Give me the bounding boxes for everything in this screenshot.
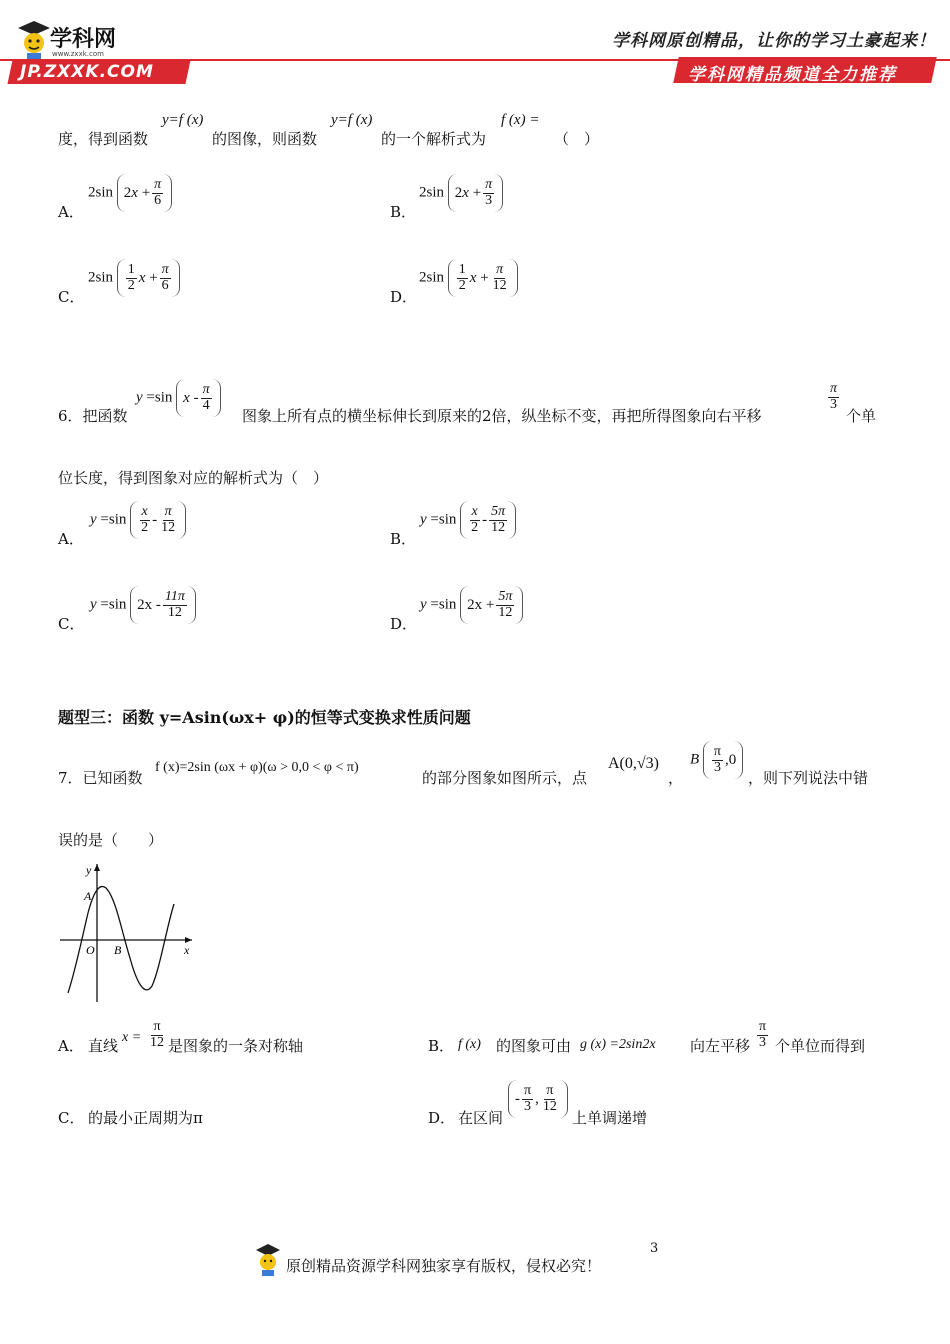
q7-option-c-text: 的最小正周期为π	[88, 1109, 203, 1127]
q7-option-a-post: 是图象的一条对称轴	[168, 1037, 304, 1055]
q7-option-b-f: f (x)	[458, 1037, 481, 1052]
footer-copyright: 原创精品资源学科网独家享有版权，侵权必究！	[286, 1257, 602, 1275]
q7-sine-graph	[56, 858, 198, 1006]
section-title: 题型三：函数 y=Asin(ωx+ φ)的恒等式变换求性质问题	[58, 708, 471, 727]
q5-text-2: 的图像，则函数	[212, 130, 318, 148]
header-slogan: 学科网原创精品，让你的学习土豪起来！	[612, 31, 936, 51]
q5-option-b-label: B．	[390, 203, 417, 221]
q5-option-d-label: D．	[390, 288, 418, 306]
q7-point-b: B $\frac{\pi}{3}$ ,0	[690, 741, 743, 779]
footer-mascot-icon	[253, 1242, 283, 1278]
q5-option-c-label: C．	[58, 288, 85, 306]
q7-function: f (x)=2sin (ωx + φ)(ω > 0,0 < φ < π)	[155, 760, 359, 775]
q5-answer-blank: （ ）	[554, 130, 600, 148]
q7-option-d-label: D．	[428, 1109, 456, 1127]
q5-option-c-expr: 2sin $\frac{1}{2}$ x + $\frac{\pi}{6}$	[88, 259, 180, 297]
y-axis-arrow-icon	[94, 864, 100, 871]
logo-url-text: JP.ZXXK.COM	[20, 62, 154, 82]
q6-text-1: 图象上所有点的横坐标伸长到原来的2倍，纵坐标不变，再把所得图象向右平移	[242, 407, 762, 425]
graph-label-y: y	[86, 863, 92, 877]
q5-func-2: y=f (x)	[331, 112, 373, 128]
q7-option-a-label: A．	[58, 1037, 84, 1055]
q5-option-d-expr: 2sin $\frac{1}{2}$ x + $\frac{\pi}{12}$	[419, 259, 518, 297]
q6-option-c-label: C．	[58, 615, 85, 633]
q7-text-2: ，则下列说法中错	[748, 769, 869, 787]
q6-option-b-expr: y =sin $\frac{x}{2}$ - $\frac{5\pi}{12}$	[420, 501, 516, 539]
q6-option-d-label: D．	[390, 615, 418, 633]
q7-option-d-pre: 在区间	[458, 1109, 504, 1127]
graph-label-x: x	[184, 943, 190, 957]
graph-label-a: A	[84, 889, 92, 903]
q6-option-a-label: A．	[58, 530, 84, 548]
q7-option-a-pre: 直线	[88, 1037, 119, 1055]
q5-func-3: f (x) =	[501, 112, 540, 128]
q7-text-1: 的部分图象如图所示，点	[422, 769, 588, 787]
q6-text-3: 位长度，得到图象对应的解析式为（ ）	[58, 469, 329, 487]
q5-text-1: 度，得到函数	[58, 130, 149, 148]
mascot-logo-icon	[14, 18, 54, 62]
logo-small-url: www.zxxk.com	[52, 50, 104, 58]
q7-option-b-mid: 的图象可由	[496, 1037, 572, 1055]
q7-comma: ，	[668, 769, 684, 787]
q6-text-2: 个单	[846, 407, 877, 425]
q5-text-3: 的一个解析式为	[381, 130, 487, 148]
q7-point-a: A(0,√3)	[608, 755, 659, 772]
logo-text: 学科网	[50, 27, 117, 52]
q6-function: y =sin x - $\frac{\pi}{4}$	[136, 379, 221, 417]
q7-option-b-pre: 向左平移	[690, 1037, 751, 1055]
q7-option-b-g: g (x) =2sin2x	[580, 1037, 656, 1052]
q6-option-d-expr: y =sin 2x + $\frac{5\pi}{12}$	[420, 586, 523, 624]
q6-option-a-expr: y =sin $\frac{x}{2}$ - $\frac{\pi}{12}$	[90, 501, 186, 539]
q5-option-a-label: A．	[58, 203, 84, 221]
q7-option-a-frac: $\frac{\pi}{12}$	[150, 1019, 164, 1050]
q6-option-b-label: B．	[390, 530, 417, 548]
q7-option-b-label: B．	[428, 1037, 455, 1055]
graph-label-b: B	[114, 943, 122, 957]
q7-option-b-frac: $\frac{\pi}{3}$	[759, 1019, 767, 1050]
q7-text-3: 误的是（ ）	[58, 831, 164, 849]
q6-lead: 6．把函数	[58, 407, 128, 425]
q5-func-1: y=f (x)	[162, 112, 204, 128]
q7-option-d-interval: - $\frac{\pi}{3}$ , $\frac{\pi}{12}$	[508, 1080, 568, 1118]
q7-option-c-label: C．	[58, 1109, 85, 1127]
q7-option-d-post: 上单调递增	[572, 1109, 648, 1127]
graph-label-o: O	[86, 943, 95, 957]
header-banner-text: 学科网精品频道全力推荐	[688, 65, 897, 85]
q5-option-b-expr: 2sin 2x + $\frac{\pi}{3}$	[419, 174, 503, 212]
q7-option-b-post: 个单位而得到	[775, 1037, 866, 1055]
q6-option-c-expr: y =sin 2x - $\frac{11\pi}{12}$	[90, 586, 196, 624]
page-number: 3	[650, 1241, 659, 1256]
q5-option-a-expr: 2sin 2x + $\frac{\pi}{6}$	[88, 174, 172, 212]
q6-shift: $\frac{\pi}{3}$	[830, 381, 838, 412]
q7-option-a-var: x =	[122, 1030, 142, 1045]
q7-lead: 7．已知函数	[58, 769, 143, 787]
